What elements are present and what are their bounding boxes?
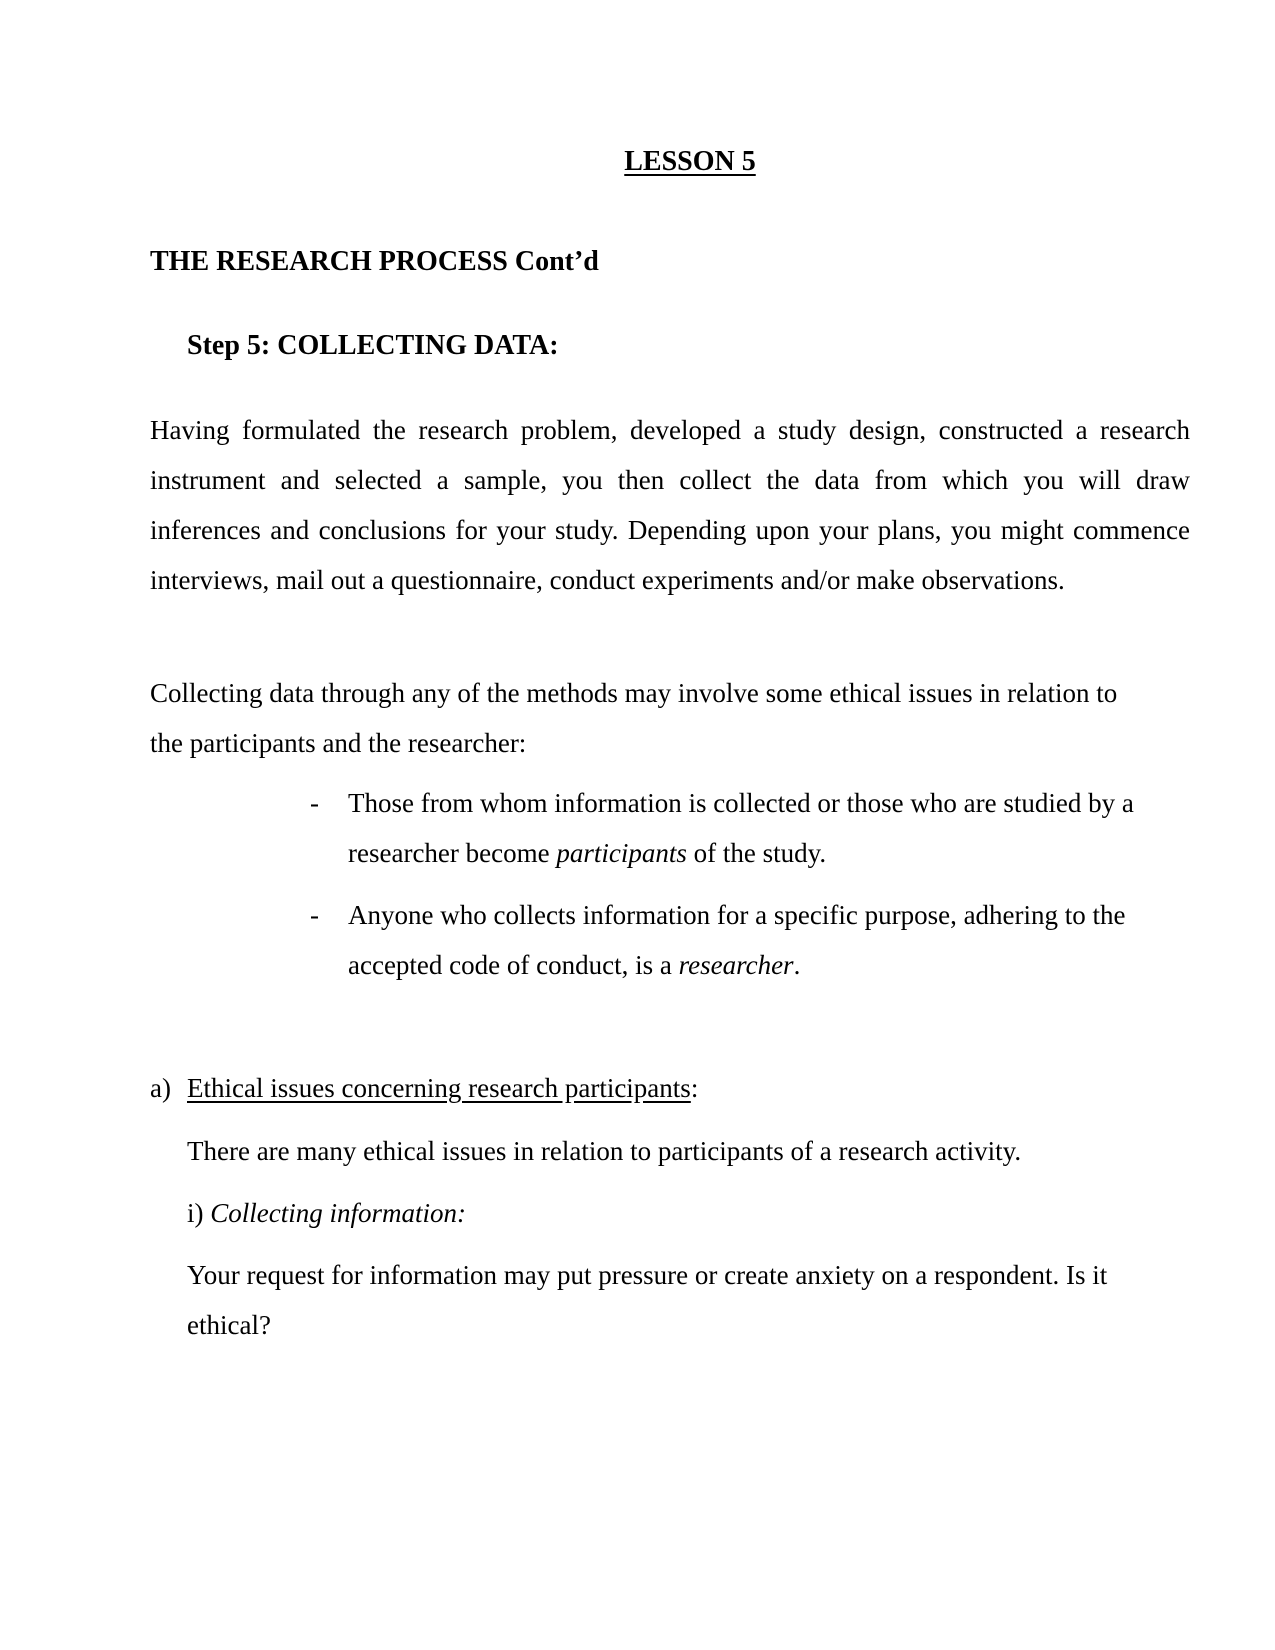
- bullet-text-after: of the study.: [686, 838, 827, 868]
- bullet-text-before: Anyone who collects information for a specific purpose, adhering to the accepted code of conduct, is a: [348, 900, 1126, 980]
- paragraph-data-collection-intro: Having formulated the research problem, developed a study design, constructed a research instrument and selected a sample, you then collect the data from which you will draw inferences and conclusions for your study. Depending upon your plans, you might commence interviews, mail out a questionnaire, conduct experiments and/or make observations.: [150, 415, 1190, 595]
- lesson-title: LESSON 5: [624, 146, 756, 177]
- bullet-participants: [310, 778, 1190, 878]
- sub-item-i-label: i): [187, 1198, 204, 1228]
- sub-item-i-collecting-information: [187, 1188, 466, 1238]
- bullet-emphasis-researcher: researcher: [678, 950, 794, 980]
- paragraph-request-pressure: Your request for information may put pressure or create anxiety on a respondent. Is it ethical?: [187, 1260, 1108, 1340]
- item-a-label: a): [150, 1073, 171, 1103]
- bullet-text: [348, 890, 1190, 990]
- item-a-colon: :: [690, 1073, 699, 1103]
- bullet-text-before: Those from whom information is collected or those who are studied by a researcher become: [348, 788, 1134, 868]
- bullet-dash: -: [310, 788, 319, 818]
- bullet-researcher: [310, 890, 1190, 990]
- section-title: THE RESEARCH PROCESS Cont’d: [150, 246, 599, 277]
- item-a-heading: Ethical issues concerning research participants: [187, 1073, 691, 1103]
- paragraph-ethical-issues-intro: Collecting data through any of the methods may involve some ethical issues in relation to the participants and the researcher:: [150, 678, 1118, 758]
- bullet-text: [348, 778, 1190, 878]
- bullet-text-after: .: [793, 950, 801, 980]
- item-a-ethical-issues-participants: [150, 1063, 698, 1113]
- step-title: Step 5: COLLECTING DATA:: [187, 330, 559, 361]
- paragraph-many-ethical-issues: There are many ethical issues in relation to participants of a research activity.: [187, 1136, 1022, 1166]
- bullet-dash: -: [310, 900, 319, 930]
- bullet-emphasis-participants: participants: [556, 838, 687, 868]
- sub-item-i-heading: Collecting information:: [210, 1198, 466, 1228]
